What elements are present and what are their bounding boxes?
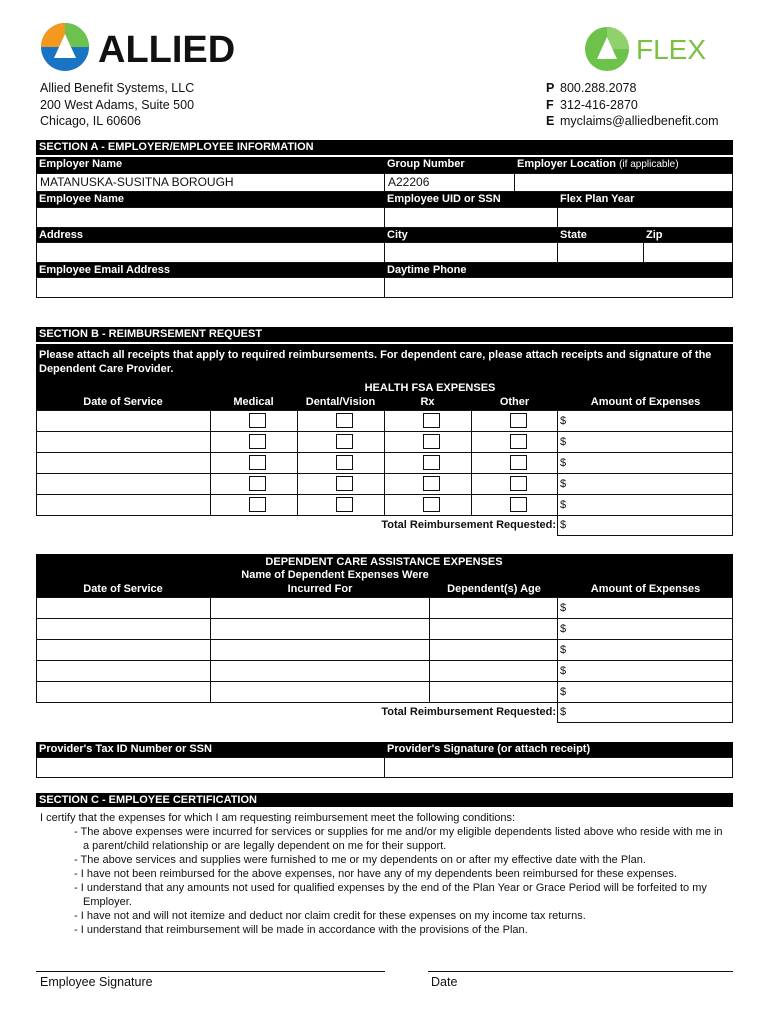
dependent-amount-field[interactable] bbox=[557, 660, 733, 682]
address-label: Address bbox=[36, 228, 384, 242]
email-line: E myclaims@alliedbenefit.com bbox=[546, 114, 719, 128]
certification-item: - I have not and will not itemize and deduct nor claim credit for these expenses on my income tax returns. bbox=[74, 910, 586, 922]
health-category-cell bbox=[210, 494, 298, 516]
health-total-field[interactable] bbox=[557, 515, 733, 536]
date-line[interactable] bbox=[428, 971, 733, 972]
currency-symbol: $ bbox=[560, 415, 567, 427]
dep-col-date: Date of Service bbox=[83, 583, 163, 595]
rx-checkbox[interactable] bbox=[423, 476, 440, 491]
address-line: Chicago, IL 60606 bbox=[40, 114, 142, 128]
health-category-cell bbox=[471, 431, 559, 453]
company-contact bbox=[546, 80, 719, 130]
medical-checkbox[interactable] bbox=[249, 413, 266, 428]
provider-tax-field[interactable] bbox=[36, 757, 385, 778]
health-category-cell bbox=[210, 473, 298, 495]
daytime-phone-field[interactable] bbox=[384, 277, 733, 298]
col-other: Other bbox=[499, 396, 530, 408]
employer-name-field[interactable]: MATANUSKA-SUSITNA BOROUGH bbox=[36, 173, 385, 192]
certification-item: - I understand that reimbursement will be made in accordance with the provisions of the Plan. bbox=[74, 924, 528, 936]
currency-symbol: $ bbox=[560, 665, 567, 677]
currency-symbol: $ bbox=[560, 623, 567, 635]
health-fsa-title: HEALTH FSA EXPENSES bbox=[364, 382, 496, 394]
health-category-cell bbox=[297, 410, 385, 432]
other-checkbox[interactable] bbox=[510, 434, 527, 449]
provider-tax-label: Provider's Tax ID Number or SSN bbox=[36, 742, 384, 757]
employer-location-field[interactable] bbox=[514, 173, 733, 192]
provider-signature-field[interactable] bbox=[384, 757, 733, 778]
employer-location-label: Employer Location (if applicable) bbox=[514, 157, 733, 173]
dependent-title: DEPENDENT CARE ASSISTANCE EXPENSES bbox=[265, 556, 503, 568]
email-field[interactable] bbox=[36, 277, 385, 298]
other-checkbox[interactable] bbox=[510, 455, 527, 470]
dependent-age-field[interactable] bbox=[429, 681, 558, 703]
currency-symbol: $ bbox=[560, 686, 567, 698]
certification-intro: I certify that the expenses for which I am requesting reimbursement meet the following conditions: bbox=[40, 812, 516, 824]
employee-name-field[interactable] bbox=[36, 207, 385, 228]
group-number-field[interactable]: A22206 bbox=[384, 173, 515, 192]
dependent-name-field[interactable] bbox=[210, 681, 430, 703]
address-line: 200 West Adams, Suite 500 bbox=[40, 97, 195, 112]
other-checkbox[interactable] bbox=[510, 476, 527, 491]
health-category-cell bbox=[210, 431, 298, 453]
health-category-cell bbox=[384, 494, 472, 516]
phone-line: P 800.288.2078 bbox=[546, 81, 637, 95]
dependent-date-field[interactable] bbox=[36, 639, 211, 661]
state-label: State bbox=[557, 228, 643, 242]
dependent-date-field[interactable] bbox=[36, 660, 211, 682]
health-category-cell bbox=[297, 473, 385, 495]
address-field[interactable] bbox=[36, 242, 385, 263]
flex-plan-year-label: Flex Plan Year bbox=[557, 192, 733, 207]
section-b-title: SECTION B - REIMBURSEMENT REQUEST bbox=[36, 327, 733, 342]
medical-checkbox[interactable] bbox=[249, 476, 266, 491]
dental-vision-checkbox[interactable] bbox=[336, 413, 353, 428]
dependent-age-field[interactable] bbox=[429, 618, 558, 640]
section-b-instructions: Please attach all receipts that apply to required reimbursements. For dependent care, please attach receipts and signature of the Dependent Care Provider. bbox=[39, 349, 712, 375]
email-label: Employee Email Address bbox=[36, 263, 384, 277]
dependent-date-field[interactable] bbox=[36, 597, 211, 619]
provider-signature-label: Provider's Signature (or attach receipt) bbox=[384, 742, 733, 757]
section-c-title: SECTION C - EMPLOYEE CERTIFICATION bbox=[36, 793, 733, 807]
flex-plan-year-field[interactable] bbox=[557, 207, 733, 228]
col-medical: Medical bbox=[233, 396, 274, 408]
employer-name-label: Employer Name bbox=[36, 157, 384, 173]
dependent-amount-field[interactable] bbox=[557, 618, 733, 640]
dependent-name-field[interactable] bbox=[210, 639, 430, 661]
flex-logo-text: FLEX bbox=[636, 34, 707, 65]
health-category-cell bbox=[210, 452, 298, 474]
section-a-title: SECTION A - EMPLOYER/EMPLOYEE INFORMATION bbox=[36, 140, 733, 155]
dep-col-amount: Amount of Expenses bbox=[590, 583, 701, 595]
flex-logo bbox=[584, 26, 724, 72]
dep-col-age: Dependent(s) Age bbox=[447, 583, 541, 595]
health-date-field[interactable] bbox=[36, 410, 211, 432]
health-category-cell bbox=[384, 452, 472, 474]
health-category-cell bbox=[384, 410, 472, 432]
dependent-subtitle-1: Name of Dependent Expenses Were bbox=[241, 569, 429, 581]
city-label: City bbox=[384, 228, 557, 242]
health-date-field[interactable] bbox=[36, 494, 211, 516]
currency-symbol: $ bbox=[560, 602, 567, 614]
date-label: Date bbox=[431, 975, 458, 989]
certification-text bbox=[40, 811, 730, 937]
employee-name-label: Employee Name bbox=[36, 192, 384, 207]
zip-field[interactable] bbox=[643, 242, 733, 263]
dependent-name-field[interactable] bbox=[210, 660, 430, 682]
health-category-cell bbox=[210, 410, 298, 432]
rx-checkbox[interactable] bbox=[423, 413, 440, 428]
dental-vision-checkbox[interactable] bbox=[336, 497, 353, 512]
col-dental-vision: Dental/Vision bbox=[305, 396, 376, 408]
dental-vision-checkbox[interactable] bbox=[336, 434, 353, 449]
rx-checkbox[interactable] bbox=[423, 497, 440, 512]
health-category-cell bbox=[471, 473, 559, 495]
health-amount-field[interactable] bbox=[557, 452, 733, 474]
rx-checkbox[interactable] bbox=[423, 434, 440, 449]
currency-symbol: $ bbox=[560, 499, 567, 511]
health-category-cell bbox=[297, 452, 385, 474]
dependent-date-field[interactable] bbox=[36, 618, 211, 640]
currency-symbol: $ bbox=[560, 457, 567, 469]
rx-checkbox[interactable] bbox=[423, 455, 440, 470]
col-amount: Amount of Expenses bbox=[590, 396, 701, 408]
employee-uid-field[interactable] bbox=[384, 207, 558, 228]
health-amount-field[interactable] bbox=[557, 431, 733, 453]
dependent-name-field[interactable] bbox=[210, 618, 430, 640]
employee-uid-label: Employee UID or SSN bbox=[384, 192, 557, 207]
health-amount-field[interactable] bbox=[557, 473, 733, 495]
health-date-field[interactable] bbox=[36, 473, 211, 495]
currency-symbol: $ bbox=[560, 706, 567, 718]
col-rx: Rx bbox=[420, 396, 435, 408]
health-category-cell bbox=[384, 473, 472, 495]
dependent-amount-field[interactable] bbox=[557, 681, 733, 703]
dependent-total-label: Total Reimbursement Requested: bbox=[381, 706, 556, 718]
dependent-amount-field[interactable] bbox=[557, 597, 733, 619]
currency-symbol: $ bbox=[560, 436, 567, 448]
currency-symbol: $ bbox=[560, 478, 567, 490]
certification-list bbox=[74, 825, 730, 937]
company-address bbox=[40, 80, 194, 130]
address-line: Allied Benefit Systems, LLC bbox=[40, 81, 195, 95]
dental-vision-checkbox[interactable] bbox=[336, 476, 353, 491]
health-amount-field[interactable] bbox=[557, 494, 733, 516]
other-checkbox[interactable] bbox=[510, 413, 527, 428]
certification-item: - I understand that any amounts not used for qualified expenses by the end of the Plan Year or Grace Period will be forfeited to my Employer. bbox=[74, 882, 707, 908]
certification-item: - The above services and supplies were furnished to me or my dependents on or after my effective date with the Plan. bbox=[74, 854, 646, 866]
medical-checkbox[interactable] bbox=[249, 455, 266, 470]
dental-vision-checkbox[interactable] bbox=[336, 455, 353, 470]
dependent-total-field[interactable] bbox=[557, 702, 733, 723]
health-category-cell bbox=[471, 452, 559, 474]
medical-checkbox[interactable] bbox=[249, 497, 266, 512]
state-field[interactable] bbox=[557, 242, 644, 263]
currency-symbol: $ bbox=[560, 644, 567, 656]
employee-signature-line[interactable] bbox=[36, 971, 385, 972]
medical-checkbox[interactable] bbox=[249, 434, 266, 449]
dependent-age-field[interactable] bbox=[429, 639, 558, 661]
health-category-cell bbox=[297, 431, 385, 453]
health-total-label: Total Reimbursement Requested: bbox=[381, 519, 556, 531]
dependent-date-field[interactable] bbox=[36, 681, 211, 703]
currency-symbol: $ bbox=[560, 519, 567, 531]
zip-label: Zip bbox=[643, 228, 733, 242]
dependent-amount-field[interactable] bbox=[557, 639, 733, 661]
certification-item: - The above expenses were incurred for services or supplies for me and/or my eligible dependents listed above who reside with me in a parent/child relationship or are legally dependent on me for their support. bbox=[74, 826, 723, 852]
dependent-name-field[interactable] bbox=[210, 597, 430, 619]
daytime-phone-label: Daytime Phone bbox=[384, 263, 733, 277]
dependent-subtitle-2: Incurred For bbox=[287, 583, 353, 595]
group-number-label: Group Number bbox=[384, 157, 514, 173]
city-field[interactable] bbox=[384, 242, 558, 263]
other-checkbox[interactable] bbox=[510, 497, 527, 512]
col-date-of-service: Date of Service bbox=[83, 396, 163, 408]
allied-logo-text: ALLIED bbox=[98, 29, 236, 71]
health-category-cell bbox=[471, 410, 559, 432]
certification-item: - I have not been reimbursed for the above expenses, nor have any of my dependents been reimbursed for these expenses. bbox=[74, 868, 677, 880]
allied-logo bbox=[40, 22, 270, 72]
health-category-cell bbox=[297, 494, 385, 516]
dependent-age-field[interactable] bbox=[429, 660, 558, 682]
health-category-cell bbox=[384, 431, 472, 453]
dependent-age-field[interactable] bbox=[429, 597, 558, 619]
employee-signature-label: Employee Signature bbox=[40, 975, 153, 989]
health-date-field[interactable] bbox=[36, 431, 211, 453]
health-date-field[interactable] bbox=[36, 452, 211, 474]
health-amount-field[interactable] bbox=[557, 410, 733, 432]
fax-line: F 312-416-2870 bbox=[546, 97, 638, 112]
health-category-cell bbox=[471, 494, 559, 516]
